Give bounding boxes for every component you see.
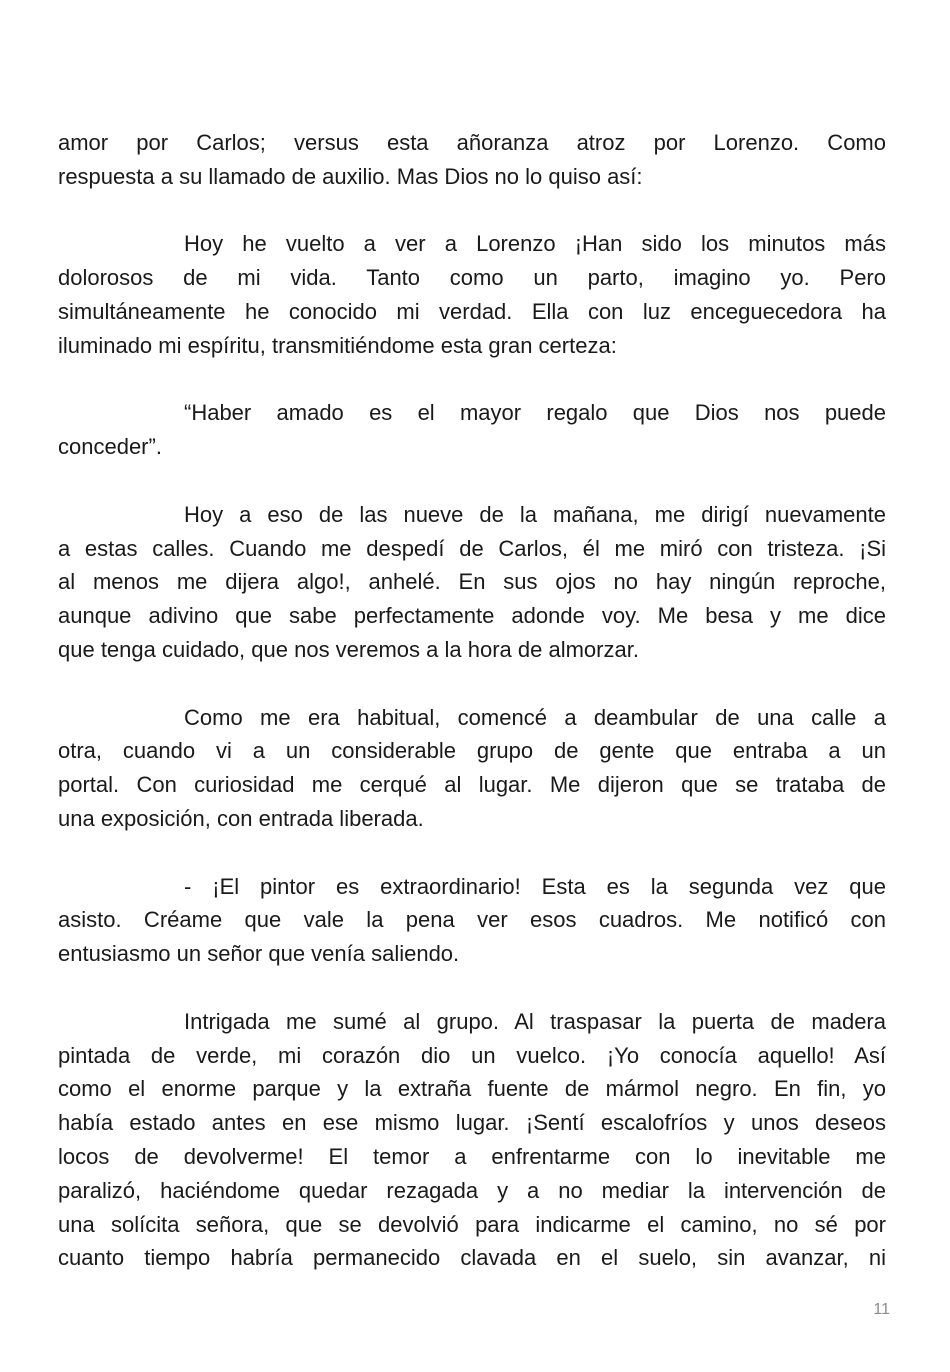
text-line: respuesta a su llamado de auxilio. Mas Dios no lo quiso así: — [58, 163, 643, 189]
text-line: pintada de verde, mi corazón dio un vuelco. ¡Yo conocía aquello! Así — [58, 1042, 886, 1068]
text-line: que tenga cuidado, que nos veremos a la hora de almorzar. — [58, 636, 639, 662]
text-line: cuanto tiempo habría permanecido clavada en el suelo, sin avanzar, ni — [58, 1245, 886, 1271]
text-line: Hoy a eso de las nueve de la mañana, me dirigí nuevamente — [184, 501, 886, 527]
text-line: “Haber amado es el mayor regalo que Dios nos puede — [184, 400, 886, 426]
text-line: paralizó, haciéndome quedar rezagada y a no mediar la intervención de — [58, 1177, 886, 1203]
text-line: al menos me dijera algo!, anhelé. En sus ojos no hay ningún reproche, — [58, 569, 886, 595]
paragraph-gap — [58, 363, 886, 397]
text-line: locos de devolverme! El temor a enfrentarme con lo inevitable me — [58, 1143, 886, 1169]
text-line: conceder”. — [58, 434, 162, 460]
text-line: aunque adivino que sabe perfectamente adonde voy. Me besa y me dice — [58, 603, 886, 629]
text-line: Intrigada me sumé al grupo. Al traspasar la puerta de madera — [184, 1008, 886, 1034]
page-number: 11 — [873, 1301, 890, 1318]
text-line: asisto. Créame que vale la pena ver esos cuadros. Me notificó con — [58, 907, 886, 933]
text-line: dolorosos de mi vida. Tanto como un parto, imagino yo. Pero — [58, 265, 886, 291]
text-line: una exposición, con entrada liberada. — [58, 805, 424, 831]
text-line: portal. Con curiosidad me cerqué al lugar. Me dijeron que se trataba de — [58, 772, 886, 798]
text-line: Como me era habitual, comencé a deambular de una calle a — [184, 704, 886, 730]
text-line: como el enorme parque y la extraña fuente de mármol negro. En fin, yo — [58, 1076, 886, 1102]
text-line: entusiasmo un señor que venía saliendo. — [58, 941, 460, 967]
paragraph-gap — [58, 667, 886, 701]
text-line: había estado antes en ese mismo lugar. ¡Sentí escalofríos y unos deseos — [58, 1110, 886, 1136]
paragraph-gap — [58, 971, 886, 1005]
text-line: simultáneamente he conocido mi verdad. Ella con luz enceguecedora ha — [58, 298, 886, 324]
text-line: una solícita señora, que se devolvió para indicarme el camino, no sé por — [58, 1211, 886, 1237]
text-line: otra, cuando vi a un considerable grupo de gente que entraba a un — [58, 738, 886, 764]
text-line: - ¡El pintor es extraordinario! Esta es la segunda vez que — [184, 873, 886, 899]
text-line: iluminado mi espíritu, transmitiéndome esta gran certeza: — [58, 332, 617, 358]
paragraph-gap — [58, 194, 886, 228]
paragraph-gap — [58, 464, 886, 498]
text-line: Hoy he vuelto a ver a Lorenzo ¡Han sido los minutos más — [184, 231, 886, 257]
text-line: a estas calles. Cuando me despedí de Carlos, él me miró con tristeza. ¡Si — [58, 535, 886, 561]
body-text — [58, 126, 886, 1275]
paragraph-gap — [58, 836, 886, 870]
text-line: amor por Carlos; versus esta añoranza atroz por Lorenzo. Como — [58, 130, 886, 155]
